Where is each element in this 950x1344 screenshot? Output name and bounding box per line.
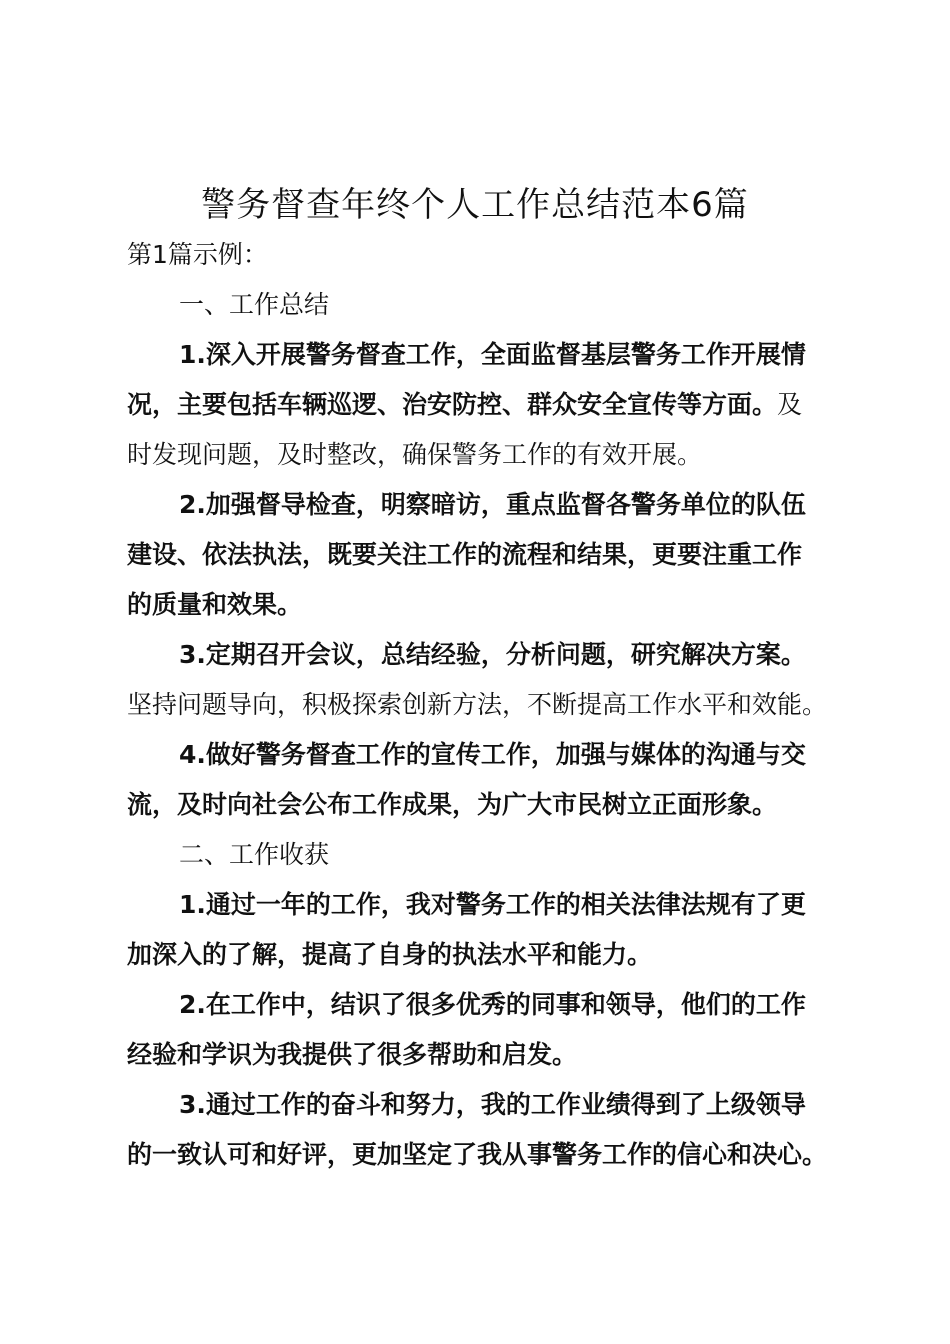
paragraph-line: 3.通过工作的奋斗和努力，我的工作业绩得到了上级领导 bbox=[179, 1090, 806, 1119]
paragraph-line: 1.通过一年的工作，我对警务工作的相关法律法规有了更 bbox=[179, 890, 806, 919]
paragraph-line: 坚持问题导向，积极探索创新方法，不断提高工作水平和效能。 bbox=[127, 690, 828, 719]
paragraph-line: 2.在工作中，结识了很多优秀的同事和领导，他们的工作 bbox=[179, 990, 806, 1019]
paragraph-line: 1.深入开展警务督查工作，全面监督基层警务工作开展情 bbox=[179, 340, 806, 369]
paragraph-line: 的质量和效果。 bbox=[127, 590, 303, 619]
paragraph-text-bold: 况，主要包括车辆巡逻、治安防控、群众安全宣传等方面。 bbox=[127, 390, 778, 419]
paragraph-line: 建设、依法执法，既要关注工作的流程和结果，更要注重工作 bbox=[127, 540, 803, 569]
paragraph-text-normal: 及 bbox=[777, 390, 803, 419]
paragraph-line: 经验和学识为我提供了很多帮助和启发。 bbox=[127, 1040, 578, 1069]
section-heading-summary: 一、工作总结 bbox=[179, 290, 330, 319]
paragraph-line: 4.做好警务督查工作的宣传工作，加强与媒体的沟通与交 bbox=[179, 740, 806, 769]
paragraph-line bbox=[127, 388, 802, 422]
example-label: 第1篇示例： bbox=[127, 240, 268, 269]
paragraph-line: 3.定期召开会议，总结经验，分析问题，研究解决方案。 bbox=[179, 640, 806, 669]
paragraph-line: 流，及时向社会公布工作成果，为广大市民树立正面形象。 bbox=[127, 790, 778, 819]
document-title: 警务督查年终个人工作总结范本6篇 bbox=[201, 185, 749, 225]
paragraph-line: 加深入的了解，提高了自身的执法水平和能力。 bbox=[127, 940, 653, 969]
section-heading-gains: 二、工作收获 bbox=[179, 840, 330, 869]
paragraph-line: 时发现问题，及时整改，确保警务工作的有效开展。 bbox=[127, 440, 703, 469]
paragraph-line: 的一致认可和好评，更加坚定了我从事警务工作的信心和决心。 bbox=[127, 1140, 828, 1169]
paragraph-line: 2.加强督导检查，明察暗访，重点监督各警务单位的队伍 bbox=[179, 490, 806, 519]
